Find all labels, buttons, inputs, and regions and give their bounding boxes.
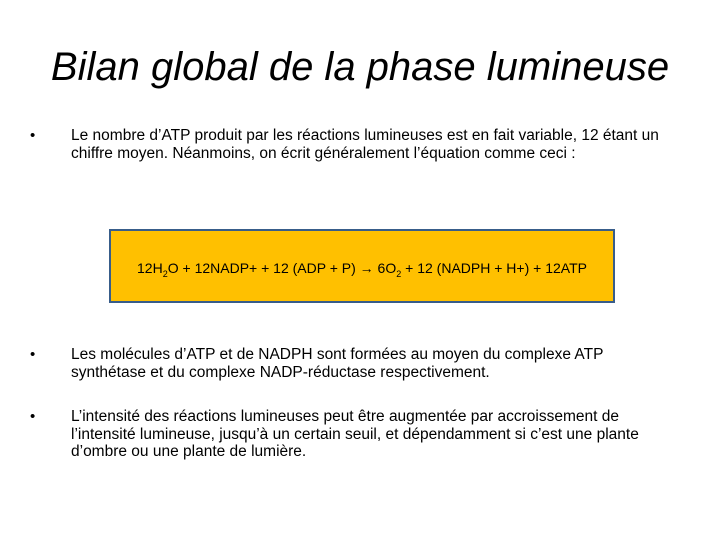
equation-box bbox=[109, 229, 615, 303]
bullet-item-atp-nadph bbox=[30, 346, 670, 381]
bullet-marker: • bbox=[30, 346, 36, 363]
equation-text bbox=[111, 259, 613, 277]
bullet-text: Les molécules d’ATP et de NADPH sont formées au moyen du complexe ATP synthétase et du complexe NADP-réductase respectivement. bbox=[71, 346, 604, 381]
bullet-marker: • bbox=[30, 408, 36, 425]
bullet-text: L’intensité des réactions lumineuses peut être augmentée par accroissement de l’intensité lumineuse, jusqu’à un certain seuil, et dépendamment si c’est une plante d’ombre ou une plante de lumière. bbox=[71, 408, 639, 460]
equation-part: + 12 (NADPH + H+) + 12ATP bbox=[401, 260, 587, 276]
bullet-item-intensity bbox=[30, 408, 670, 461]
equation-part: 12H bbox=[137, 260, 163, 276]
bullet-item-atp-variable bbox=[30, 127, 670, 162]
equation-part: O + 12NADP+ + 12 (ADP + P) → 6O bbox=[167, 260, 397, 276]
bullet-text: Le nombre d’ATP produit par les réactions lumineuses est en fait variable, 12 étant un chiffre moyen. Néanmoins, on écrit généralement l’équation comme ceci : bbox=[71, 127, 659, 162]
equation-subscript: 2 bbox=[162, 268, 168, 279]
equation-subscript: 2 bbox=[396, 268, 402, 279]
slide-title: Bilan global de la phase lumineuse bbox=[50, 45, 670, 89]
bullet-marker: • bbox=[30, 127, 36, 144]
